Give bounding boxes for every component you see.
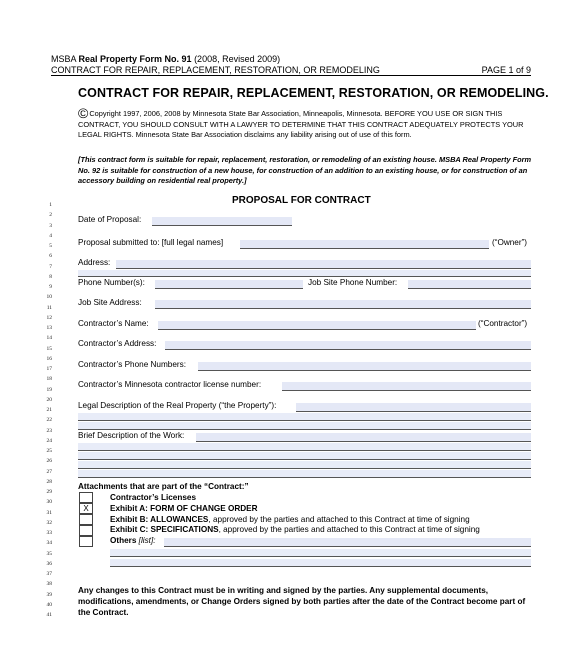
license-number-field[interactable]: [282, 382, 531, 391]
form-prefix: MSBA: [51, 54, 79, 64]
others-list-field-3[interactable]: [110, 559, 531, 567]
line-number: 28: [46, 478, 52, 485]
attachment-label-others-title: Others: [110, 536, 139, 545]
contractor-name-field[interactable]: [158, 321, 476, 330]
header-rule: [51, 75, 531, 76]
line-number: 33: [46, 530, 52, 536]
line-number: 29: [46, 489, 52, 495]
page-number: PAGE 1 of 9: [481, 65, 531, 75]
line-number: 30: [46, 499, 52, 506]
form-subtitle: CONTRACT FOR REPAIR, REPLACEMENT, RESTORATION, OR REMODELING: [51, 65, 380, 75]
line-number: 41: [46, 612, 52, 618]
line-number: 34: [46, 540, 52, 547]
brief-description-label: Brief Description of the Work:: [78, 431, 185, 440]
brief-description-field[interactable]: [196, 433, 531, 442]
contractor-phone-field[interactable]: [198, 362, 531, 371]
contractor-address-label: Contractor’s Address:: [78, 339, 157, 348]
legal-description-field-3[interactable]: [78, 422, 531, 430]
job-site-address-label: Job Site Address:: [78, 298, 142, 307]
job-site-phone-label: Job Site Phone Number:: [308, 278, 398, 287]
brief-description-field-3[interactable]: [78, 452, 531, 460]
attachment-checkbox-exhibit-c[interactable]: [79, 525, 93, 536]
line-number: 4: [49, 232, 52, 239]
attachment-checkbox-licenses[interactable]: [79, 492, 93, 503]
line-number: 24: [46, 437, 52, 444]
brief-description-field-4[interactable]: [78, 461, 531, 469]
line-number: 19: [46, 386, 52, 393]
form-id: [51, 54, 280, 64]
contractor-name-label: Contractor’s Name:: [78, 319, 149, 328]
others-list-field-2[interactable]: [110, 549, 531, 557]
attachment-label-exhibit-c-title: Exhibit C: SPECIFICATIONS: [110, 525, 219, 534]
line-number: 9: [49, 284, 52, 290]
legal-description-field-2[interactable]: [78, 413, 531, 421]
line-number: 18: [46, 376, 52, 383]
owner-address-field[interactable]: [116, 260, 531, 269]
line-number: 10: [46, 294, 52, 301]
contractor-address-field[interactable]: [165, 341, 531, 350]
line-number: 13: [46, 325, 52, 331]
line-number: 26: [46, 458, 52, 465]
proposal-submitted-to-label: Proposal submitted to: [full legal names]: [78, 238, 224, 247]
line-number: 27: [46, 468, 52, 475]
form-note: [This contract form is suitable for repair, replacement, restoration, or remodeling of an existing house. MSBA Real Property Form No. 92 is suitable for construction of a new house, for construction of an addition to an existing house, or for construction of an accessory building on residential real property.]: [78, 155, 532, 185]
legal-description-field[interactable]: [296, 403, 531, 412]
attachment-label-exhibit-c-rest: , approved by the parties and attached to this Contract at time of signing: [218, 525, 480, 534]
page-title: CONTRACT FOR REPAIR, REPLACEMENT, RESTORATION, OR REMODELING.: [78, 86, 549, 100]
line-number: 14: [46, 335, 52, 342]
attachment-label-exhibit-a-title: Exhibit A: FORM OF CHANGE ORDER: [110, 504, 258, 513]
contractor-suffix: (“Contractor”): [478, 319, 528, 328]
copyright-text: Copyright 1997, 2006, 2008 by Minnesota State Bar Association, Minneapolis, Minnesota. BEFORE YOU USE OR SIGN THIS CONTRACT, YOU SHOULD CONSULT WITH A LAWYER TO DETERMINE THAT THIS CONTRACT ADEQUATELY PROTECTS YOUR LEGAL RIGHTS. Minnesota State Bar Association disclaims any liability arising out of use of this form.: [78, 109, 524, 139]
line-number: 31: [46, 509, 52, 516]
others-list-field[interactable]: [164, 538, 531, 547]
brief-description-field-5[interactable]: [78, 470, 531, 478]
attachment-label-exhibit-a: [110, 504, 258, 513]
address-label: Address:: [78, 258, 111, 267]
form-edition: (2008, Revised 2009): [191, 54, 281, 64]
line-number: 5: [49, 243, 52, 249]
attachment-label-licenses: [110, 493, 196, 502]
attachment-label-others: [110, 536, 156, 545]
attachments-heading: Attachments that are part of the “Contract:”: [78, 482, 249, 491]
line-number: 6: [49, 253, 52, 260]
legal-description-label: Legal Description of the Real Property (“the Property”):: [78, 401, 277, 410]
job-site-address-field[interactable]: [155, 300, 531, 309]
owner-name-field[interactable]: [240, 240, 489, 249]
line-number: 2: [49, 212, 52, 219]
line-number: 8: [49, 273, 52, 280]
attachment-checkbox-exhibit-b[interactable]: [79, 514, 93, 525]
line-number: 38: [46, 581, 52, 588]
line-number: 11: [46, 304, 52, 311]
line-number: 35: [46, 550, 52, 557]
line-number: 1: [49, 202, 52, 208]
section-title: PROPOSAL FOR CONTRACT: [232, 195, 371, 206]
line-number: 36: [46, 560, 52, 567]
line-number: 17: [46, 366, 52, 372]
line-number: 21: [46, 407, 52, 413]
attachment-checkbox-others[interactable]: [79, 536, 93, 547]
line-number: 32: [46, 519, 52, 526]
line-number: 39: [46, 591, 52, 598]
job-site-phone-field[interactable]: [408, 280, 531, 289]
attachment-label-exhibit-b: [110, 515, 470, 524]
changes-clause: Any changes to this Contract must be in writing and signed by the parties. Any supplemental documents, modifications, amendments, or Change Orders signed by both parties after the date of the Contract become part of the Contract.: [78, 586, 526, 617]
line-number: 12: [46, 314, 52, 321]
line-number: 20: [46, 396, 52, 403]
license-number-label: Contractor’s Minnesota contractor license number:: [78, 380, 262, 389]
attachment-label-exhibit-b-title: Exhibit B: ALLOWANCES: [110, 515, 209, 524]
phone-numbers-field[interactable]: [155, 280, 303, 289]
attachment-checkbox-exhibit-a[interactable]: X: [79, 503, 93, 514]
line-number: 16: [46, 355, 52, 362]
line-number: 40: [46, 601, 52, 608]
line-number: 22: [46, 417, 52, 424]
contractor-phone-label: Contractor’s Phone Numbers:: [78, 360, 187, 369]
owner-suffix: (“Owner”): [492, 238, 528, 247]
attachment-label-licenses-title: Contractor’s Licenses: [110, 493, 196, 502]
form-name: Real Property Form No. 91: [78, 54, 192, 64]
phone-numbers-label: Phone Number(s):: [78, 278, 145, 287]
attachment-label-others-rest: [list]:: [138, 536, 156, 545]
owner-address-field-2[interactable]: [78, 270, 531, 277]
brief-description-field-2[interactable]: [78, 443, 531, 451]
line-number: 15: [46, 345, 52, 352]
line-number: 23: [46, 427, 52, 434]
date-of-proposal-field[interactable]: [152, 217, 292, 226]
date-of-proposal-label: Date of Proposal:: [78, 215, 142, 224]
line-number: 3: [49, 222, 52, 229]
copyright-notice: [78, 105, 534, 141]
copyright-icon: ©: [78, 105, 89, 121]
line-number: 37: [46, 571, 52, 577]
line-number: 7: [49, 263, 52, 270]
attachment-label-exhibit-b-rest: , approved by the parties and attached to this Contract at time of signing: [208, 515, 470, 524]
attachment-label-exhibit-c: [110, 525, 480, 534]
line-number: 25: [46, 448, 52, 454]
